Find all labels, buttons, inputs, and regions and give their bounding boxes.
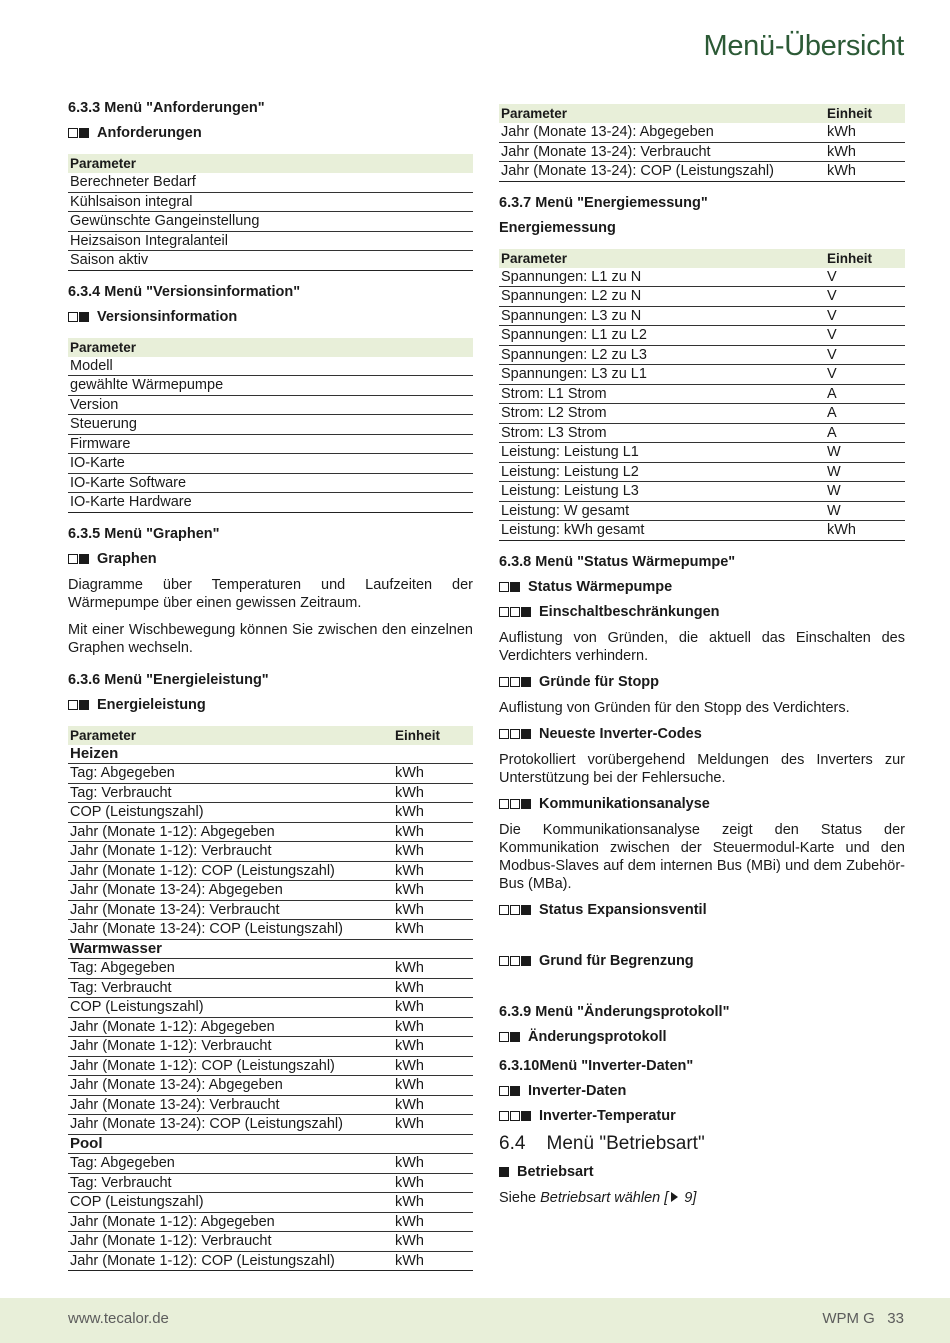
unit-cell: kWh xyxy=(393,764,473,784)
table-row xyxy=(68,764,473,784)
table-row xyxy=(68,978,473,998)
parameter-cell: Spannungen: L1 zu N xyxy=(499,268,825,287)
unit-cell: kWh xyxy=(825,142,905,162)
group-row xyxy=(68,1134,473,1154)
table-row xyxy=(68,415,473,435)
parameter-cell: Tag: Verbraucht xyxy=(68,1173,393,1193)
table-header-parameter: Parameter xyxy=(499,249,825,268)
table-row xyxy=(68,881,473,901)
empty-square-icon xyxy=(68,554,78,564)
filled-square-icon xyxy=(521,1111,531,1121)
table-row xyxy=(499,326,905,346)
unit-cell: V xyxy=(825,345,905,365)
empty-square-icon xyxy=(510,799,520,809)
filled-square-icon xyxy=(510,1032,520,1042)
table-row xyxy=(68,1212,473,1232)
unit-cell: kWh xyxy=(393,1115,473,1135)
unit-cell: A xyxy=(825,423,905,443)
betriebsart-reference: Siehe Betriebsart wählen [ 9] xyxy=(499,1189,697,1206)
unit-cell: kWh xyxy=(393,959,473,979)
table-header-parameter: Parameter xyxy=(499,104,825,123)
arrow-right-icon xyxy=(671,1192,678,1202)
parameter-cell: gewählte Wärmepumpe xyxy=(68,376,473,396)
unit-cell: kWh xyxy=(825,521,905,541)
table-row xyxy=(68,1232,473,1252)
parameter-cell: Strom: L2 Strom xyxy=(499,404,825,424)
table-row xyxy=(68,959,473,979)
parameter-cell: Leistung: Leistung L2 xyxy=(499,462,825,482)
table-row xyxy=(68,783,473,803)
parameter-cell: Tag: Verbraucht xyxy=(68,978,393,998)
parameter-cell: Spannungen: L2 zu L3 xyxy=(499,345,825,365)
footer-url[interactable]: www.tecalor.de xyxy=(68,1310,169,1327)
group-label: Warmwasser xyxy=(68,939,473,959)
group-label: Pool xyxy=(68,1134,473,1154)
left-column xyxy=(68,100,473,1284)
unit-cell: kWh xyxy=(393,1037,473,1057)
energieleistung-table xyxy=(68,726,473,1272)
table-row xyxy=(68,454,473,474)
subheading-aenderungsprotokoll: Änderungsprotokoll xyxy=(499,1029,905,1045)
unit-cell: W xyxy=(825,462,905,482)
group-row xyxy=(68,745,473,764)
parameter-cell: Jahr (Monate 13-24): COP (Leistungszahl) xyxy=(499,162,825,182)
subheading-energieleistung: Energieleistung xyxy=(68,697,473,713)
table-row xyxy=(499,423,905,443)
section-heading-6-3-9: 6.3.9 Menü "Änderungsprotokoll" xyxy=(499,1003,730,1020)
empty-square-icon xyxy=(499,799,509,809)
subheading-expansionsventil: Status Expansionsventil xyxy=(499,902,905,918)
table-row xyxy=(68,842,473,862)
unit-cell: kWh xyxy=(393,822,473,842)
unit-cell: V xyxy=(825,287,905,307)
unit-cell: V xyxy=(825,365,905,385)
table-row xyxy=(68,473,473,493)
filled-square-icon xyxy=(79,700,89,710)
parameter-cell: Strom: L1 Strom xyxy=(499,384,825,404)
table-row xyxy=(499,287,905,307)
table-row xyxy=(68,376,473,396)
parameter-cell: COP (Leistungszahl) xyxy=(68,998,393,1018)
parameter-cell: Firmware xyxy=(68,434,473,454)
parameter-cell: Leistung: Leistung L3 xyxy=(499,482,825,502)
filled-square-icon xyxy=(521,677,531,687)
empty-square-icon xyxy=(68,128,78,138)
table-row xyxy=(499,162,905,182)
parameter-cell: Tag: Abgegeben xyxy=(68,959,393,979)
unit-cell: kWh xyxy=(393,1056,473,1076)
stopp-text: Auflistung von Gründen für den Stopp des Verdichters. xyxy=(499,699,850,716)
parameter-cell: Version xyxy=(68,395,473,415)
table-row xyxy=(499,501,905,521)
unit-cell: kWh xyxy=(393,900,473,920)
graphen-swipe-note: Mit einer Wischbewegung können Sie zwischen den einzelnen Graphen wechseln. xyxy=(68,621,473,656)
page-footer xyxy=(0,1298,950,1343)
parameter-cell: Jahr (Monate 13-24): Verbraucht xyxy=(68,900,393,920)
unit-cell: kWh xyxy=(393,842,473,862)
table-header-einheit: Einheit xyxy=(393,726,473,745)
table-row xyxy=(68,1173,473,1193)
table-row xyxy=(68,1037,473,1057)
filled-square-icon xyxy=(521,956,531,966)
subheading-versionsinformation: Versionsinformation xyxy=(68,309,473,325)
table-row xyxy=(68,395,473,415)
unit-cell: kWh xyxy=(393,1251,473,1271)
subheading-graphen: Graphen xyxy=(68,551,473,567)
empty-square-icon xyxy=(499,905,509,915)
subheading-betriebsart: Betriebsart xyxy=(499,1164,905,1180)
parameter-cell: Spannungen: L2 zu N xyxy=(499,287,825,307)
filled-square-icon xyxy=(521,729,531,739)
table-row xyxy=(68,493,473,513)
table-row xyxy=(68,1154,473,1174)
table-row xyxy=(68,212,473,232)
parameter-cell: Modell xyxy=(68,357,473,376)
table-row xyxy=(499,123,905,142)
table-row xyxy=(499,521,905,541)
parameter-cell: Jahr (Monate 13-24): Abgegeben xyxy=(499,123,825,142)
filled-square-icon xyxy=(521,799,531,809)
empty-square-icon xyxy=(499,1032,509,1042)
unit-cell: kWh xyxy=(393,1017,473,1037)
unit-cell: kWh xyxy=(393,1076,473,1096)
parameter-cell: Spannungen: L1 zu L2 xyxy=(499,326,825,346)
unit-cell: kWh xyxy=(393,1193,473,1213)
page-title: Menü-Übersicht xyxy=(703,30,904,62)
table-row xyxy=(68,861,473,881)
parameter-cell: Leistung: W gesamt xyxy=(499,501,825,521)
table-row xyxy=(68,1056,473,1076)
energiemessung-table xyxy=(499,249,905,541)
versionsinformation-table xyxy=(68,338,473,513)
einschalt-text: Auflistung von Gründen, die aktuell das Einschalten des Verdichters verhindern. xyxy=(499,629,905,664)
unit-cell: kWh xyxy=(393,861,473,881)
unit-cell: kWh xyxy=(393,803,473,823)
unit-cell: W xyxy=(825,501,905,521)
unit-cell: kWh xyxy=(393,1154,473,1174)
parameter-cell: Jahr (Monate 1-12): Verbraucht xyxy=(68,842,393,862)
parameter-cell: IO-Karte Hardware xyxy=(68,493,473,513)
table-row xyxy=(68,1076,473,1096)
table-row xyxy=(68,998,473,1018)
subheading-status-waermepumpe: Status Wärmepumpe xyxy=(499,579,905,595)
unit-cell: kWh xyxy=(393,1232,473,1252)
unit-cell: W xyxy=(825,443,905,463)
parameter-cell: Jahr (Monate 1-12): COP (Leistungszahl) xyxy=(68,1251,393,1271)
betriebsart-link[interactable]: Betriebsart wählen [ 9] xyxy=(540,1189,697,1206)
parameter-cell: Spannungen: L3 zu L1 xyxy=(499,365,825,385)
parameter-cell: Jahr (Monate 13-24): Abgegeben xyxy=(68,881,393,901)
parameter-cell: Jahr (Monate 13-24): Verbraucht xyxy=(499,142,825,162)
subheading-inverter-codes: Neueste Inverter-Codes xyxy=(499,726,905,742)
subheading-einschaltbeschraenkungen: Einschaltbeschränkungen xyxy=(499,604,905,620)
table-row xyxy=(499,268,905,287)
parameter-cell: Jahr (Monate 13-24): Abgegeben xyxy=(68,1076,393,1096)
unit-cell: kWh xyxy=(393,783,473,803)
unit-cell: W xyxy=(825,482,905,502)
unit-cell: kWh xyxy=(393,1212,473,1232)
komm-text: Die Kommunikationsanalyse zeigt den Status der Kommunikation zwischen der Steuermodul-Karte und den Modbus-Slaves auf dem internen Bus (MBi) und dem Zubehör-Bus (MBa). xyxy=(499,821,905,892)
table-header: Parameter xyxy=(68,154,473,173)
empty-square-icon xyxy=(499,607,509,617)
parameter-cell: Jahr (Monate 1-12): Abgegeben xyxy=(68,1212,393,1232)
table-row xyxy=(68,900,473,920)
parameter-cell: Tag: Abgegeben xyxy=(68,1154,393,1174)
table-row xyxy=(68,1193,473,1213)
parameter-cell: Jahr (Monate 1-12): Verbraucht xyxy=(68,1037,393,1057)
parameter-cell: IO-Karte xyxy=(68,454,473,474)
section-heading-6-3-10: 6.3.10Menü "Inverter-Daten" xyxy=(499,1057,694,1074)
parameter-cell: Steuerung xyxy=(68,415,473,435)
filled-square-icon xyxy=(521,607,531,617)
group-label: Heizen xyxy=(68,745,473,764)
section-heading-6-3-8: 6.3.8 Menü "Status Wärmepumpe" xyxy=(499,553,736,570)
parameter-cell: Jahr (Monate 13-24): COP (Leistungszahl) xyxy=(68,920,393,940)
table-row xyxy=(68,434,473,454)
parameter-cell: Leistung: kWh gesamt xyxy=(499,521,825,541)
energieleistung-table-continued xyxy=(499,104,905,182)
filled-square-icon xyxy=(79,312,89,322)
table-row xyxy=(68,173,473,192)
empty-square-icon xyxy=(499,582,509,592)
filled-square-icon xyxy=(510,582,520,592)
table-header: Parameter xyxy=(68,338,473,357)
parameter-cell: Jahr (Monate 13-24): Verbraucht xyxy=(68,1095,393,1115)
filled-square-icon xyxy=(79,128,89,138)
empty-square-icon xyxy=(499,1086,509,1096)
table-row xyxy=(499,404,905,424)
table-row xyxy=(68,192,473,212)
parameter-cell: Leistung: Leistung L1 xyxy=(499,443,825,463)
parameter-cell: Tag: Abgegeben xyxy=(68,764,393,784)
table-row xyxy=(68,1251,473,1271)
unit-cell: A xyxy=(825,404,905,424)
table-header-einheit: Einheit xyxy=(825,104,905,123)
parameter-cell: COP (Leistungszahl) xyxy=(68,803,393,823)
unit-cell: A xyxy=(825,384,905,404)
section-heading-6-4: 6.4 Menü "Betriebsart" xyxy=(499,1132,705,1154)
table-row xyxy=(68,920,473,940)
anforderungen-table xyxy=(68,154,473,271)
table-row xyxy=(68,357,473,376)
table-row xyxy=(68,822,473,842)
parameter-cell: Spannungen: L3 zu N xyxy=(499,306,825,326)
unit-cell: V xyxy=(825,326,905,346)
table-row xyxy=(499,365,905,385)
parameter-cell: Gewünschte Gangeinstellung xyxy=(68,212,473,232)
section-heading-6-3-7: 6.3.7 Menü "Energiemessung" xyxy=(499,194,708,211)
table-header-einheit: Einheit xyxy=(825,249,905,268)
subheading-kommunikationsanalyse: Kommunikationsanalyse xyxy=(499,796,905,812)
empty-square-icon xyxy=(68,312,78,322)
parameter-cell: Saison aktiv xyxy=(68,251,473,271)
unit-cell: V xyxy=(825,268,905,287)
table-row xyxy=(68,1115,473,1135)
footer-page-number: WPM G 33 xyxy=(822,1310,904,1327)
filled-square-icon xyxy=(521,905,531,915)
table-row xyxy=(68,231,473,251)
section-heading-6-3-5: 6.3.5 Menü "Graphen" xyxy=(68,525,220,542)
parameter-cell: COP (Leistungszahl) xyxy=(68,1193,393,1213)
section-heading-6-3-4: 6.3.4 Menü "Versionsinformation" xyxy=(68,283,301,300)
section-heading-6-3-3: 6.3.3 Menü "Anforderungen" xyxy=(68,100,265,116)
table-row xyxy=(499,482,905,502)
unit-cell: kWh xyxy=(393,881,473,901)
filled-square-icon xyxy=(499,1167,509,1177)
table-row xyxy=(68,803,473,823)
unit-cell: kWh xyxy=(393,998,473,1018)
parameter-cell: Berechneter Bedarf xyxy=(68,173,473,192)
subheading-energiemessung: Energiemessung xyxy=(499,219,616,236)
subheading-inverter-daten: Inverter-Daten xyxy=(499,1083,905,1099)
empty-square-icon xyxy=(510,905,520,915)
parameter-cell: Jahr (Monate 1-12): Verbraucht xyxy=(68,1232,393,1252)
table-row xyxy=(499,306,905,326)
empty-square-icon xyxy=(510,677,520,687)
parameter-cell: Jahr (Monate 1-12): COP (Leistungszahl) xyxy=(68,1056,393,1076)
table-row xyxy=(499,345,905,365)
unit-cell: kWh xyxy=(393,1173,473,1193)
parameter-cell: Kühlsaison integral xyxy=(68,192,473,212)
subheading-anforderungen: Anforderungen xyxy=(68,125,473,141)
empty-square-icon xyxy=(499,956,509,966)
empty-square-icon xyxy=(68,700,78,710)
unit-cell: kWh xyxy=(393,1095,473,1115)
parameter-cell: Jahr (Monate 1-12): COP (Leistungszahl) xyxy=(68,861,393,881)
table-row xyxy=(68,1017,473,1037)
group-row xyxy=(68,939,473,959)
empty-square-icon xyxy=(499,1111,509,1121)
table-row xyxy=(499,384,905,404)
empty-square-icon xyxy=(499,729,509,739)
empty-square-icon xyxy=(510,729,520,739)
parameter-cell: Strom: L3 Strom xyxy=(499,423,825,443)
empty-square-icon xyxy=(510,956,520,966)
empty-square-icon xyxy=(510,1111,520,1121)
graphen-description: Diagramme über Temperaturen und Laufzeiten der Wärmepumpe über einen gewissen Zeitraum. xyxy=(68,576,473,611)
inverter-text: Protokolliert vorübergehend Meldungen des Inverters zur Unterstützung bei der Fehlersuche. xyxy=(499,751,905,786)
unit-cell: kWh xyxy=(393,920,473,940)
unit-cell: kWh xyxy=(825,123,905,142)
parameter-cell: Jahr (Monate 1-12): Abgegeben xyxy=(68,822,393,842)
empty-square-icon xyxy=(510,607,520,617)
subheading-gruende-fuer-stopp: Gründe für Stopp xyxy=(499,674,905,690)
parameter-cell: Tag: Verbraucht xyxy=(68,783,393,803)
filled-square-icon xyxy=(79,554,89,564)
table-row xyxy=(499,443,905,463)
table-row xyxy=(68,251,473,271)
unit-cell: V xyxy=(825,306,905,326)
parameter-cell: Heizsaison Integralanteil xyxy=(68,231,473,251)
table-row xyxy=(499,462,905,482)
unit-cell: kWh xyxy=(825,162,905,182)
table-row xyxy=(68,1095,473,1115)
parameter-cell: IO-Karte Software xyxy=(68,473,473,493)
unit-cell: kWh xyxy=(393,978,473,998)
parameter-cell: Jahr (Monate 13-24): COP (Leistungszahl) xyxy=(68,1115,393,1135)
subheading-grund-fuer-begrenzung: Grund für Begrenzung xyxy=(499,953,905,969)
empty-square-icon xyxy=(499,677,509,687)
table-row xyxy=(499,142,905,162)
parameter-cell: Jahr (Monate 1-12): Abgegeben xyxy=(68,1017,393,1037)
filled-square-icon xyxy=(510,1086,520,1096)
table-header-parameter: Parameter xyxy=(68,726,393,745)
section-heading-6-3-6: 6.3.6 Menü "Energieleistung" xyxy=(68,671,269,688)
subheading-inverter-temperatur: Inverter-Temperatur xyxy=(499,1108,905,1124)
right-column xyxy=(499,104,905,1216)
